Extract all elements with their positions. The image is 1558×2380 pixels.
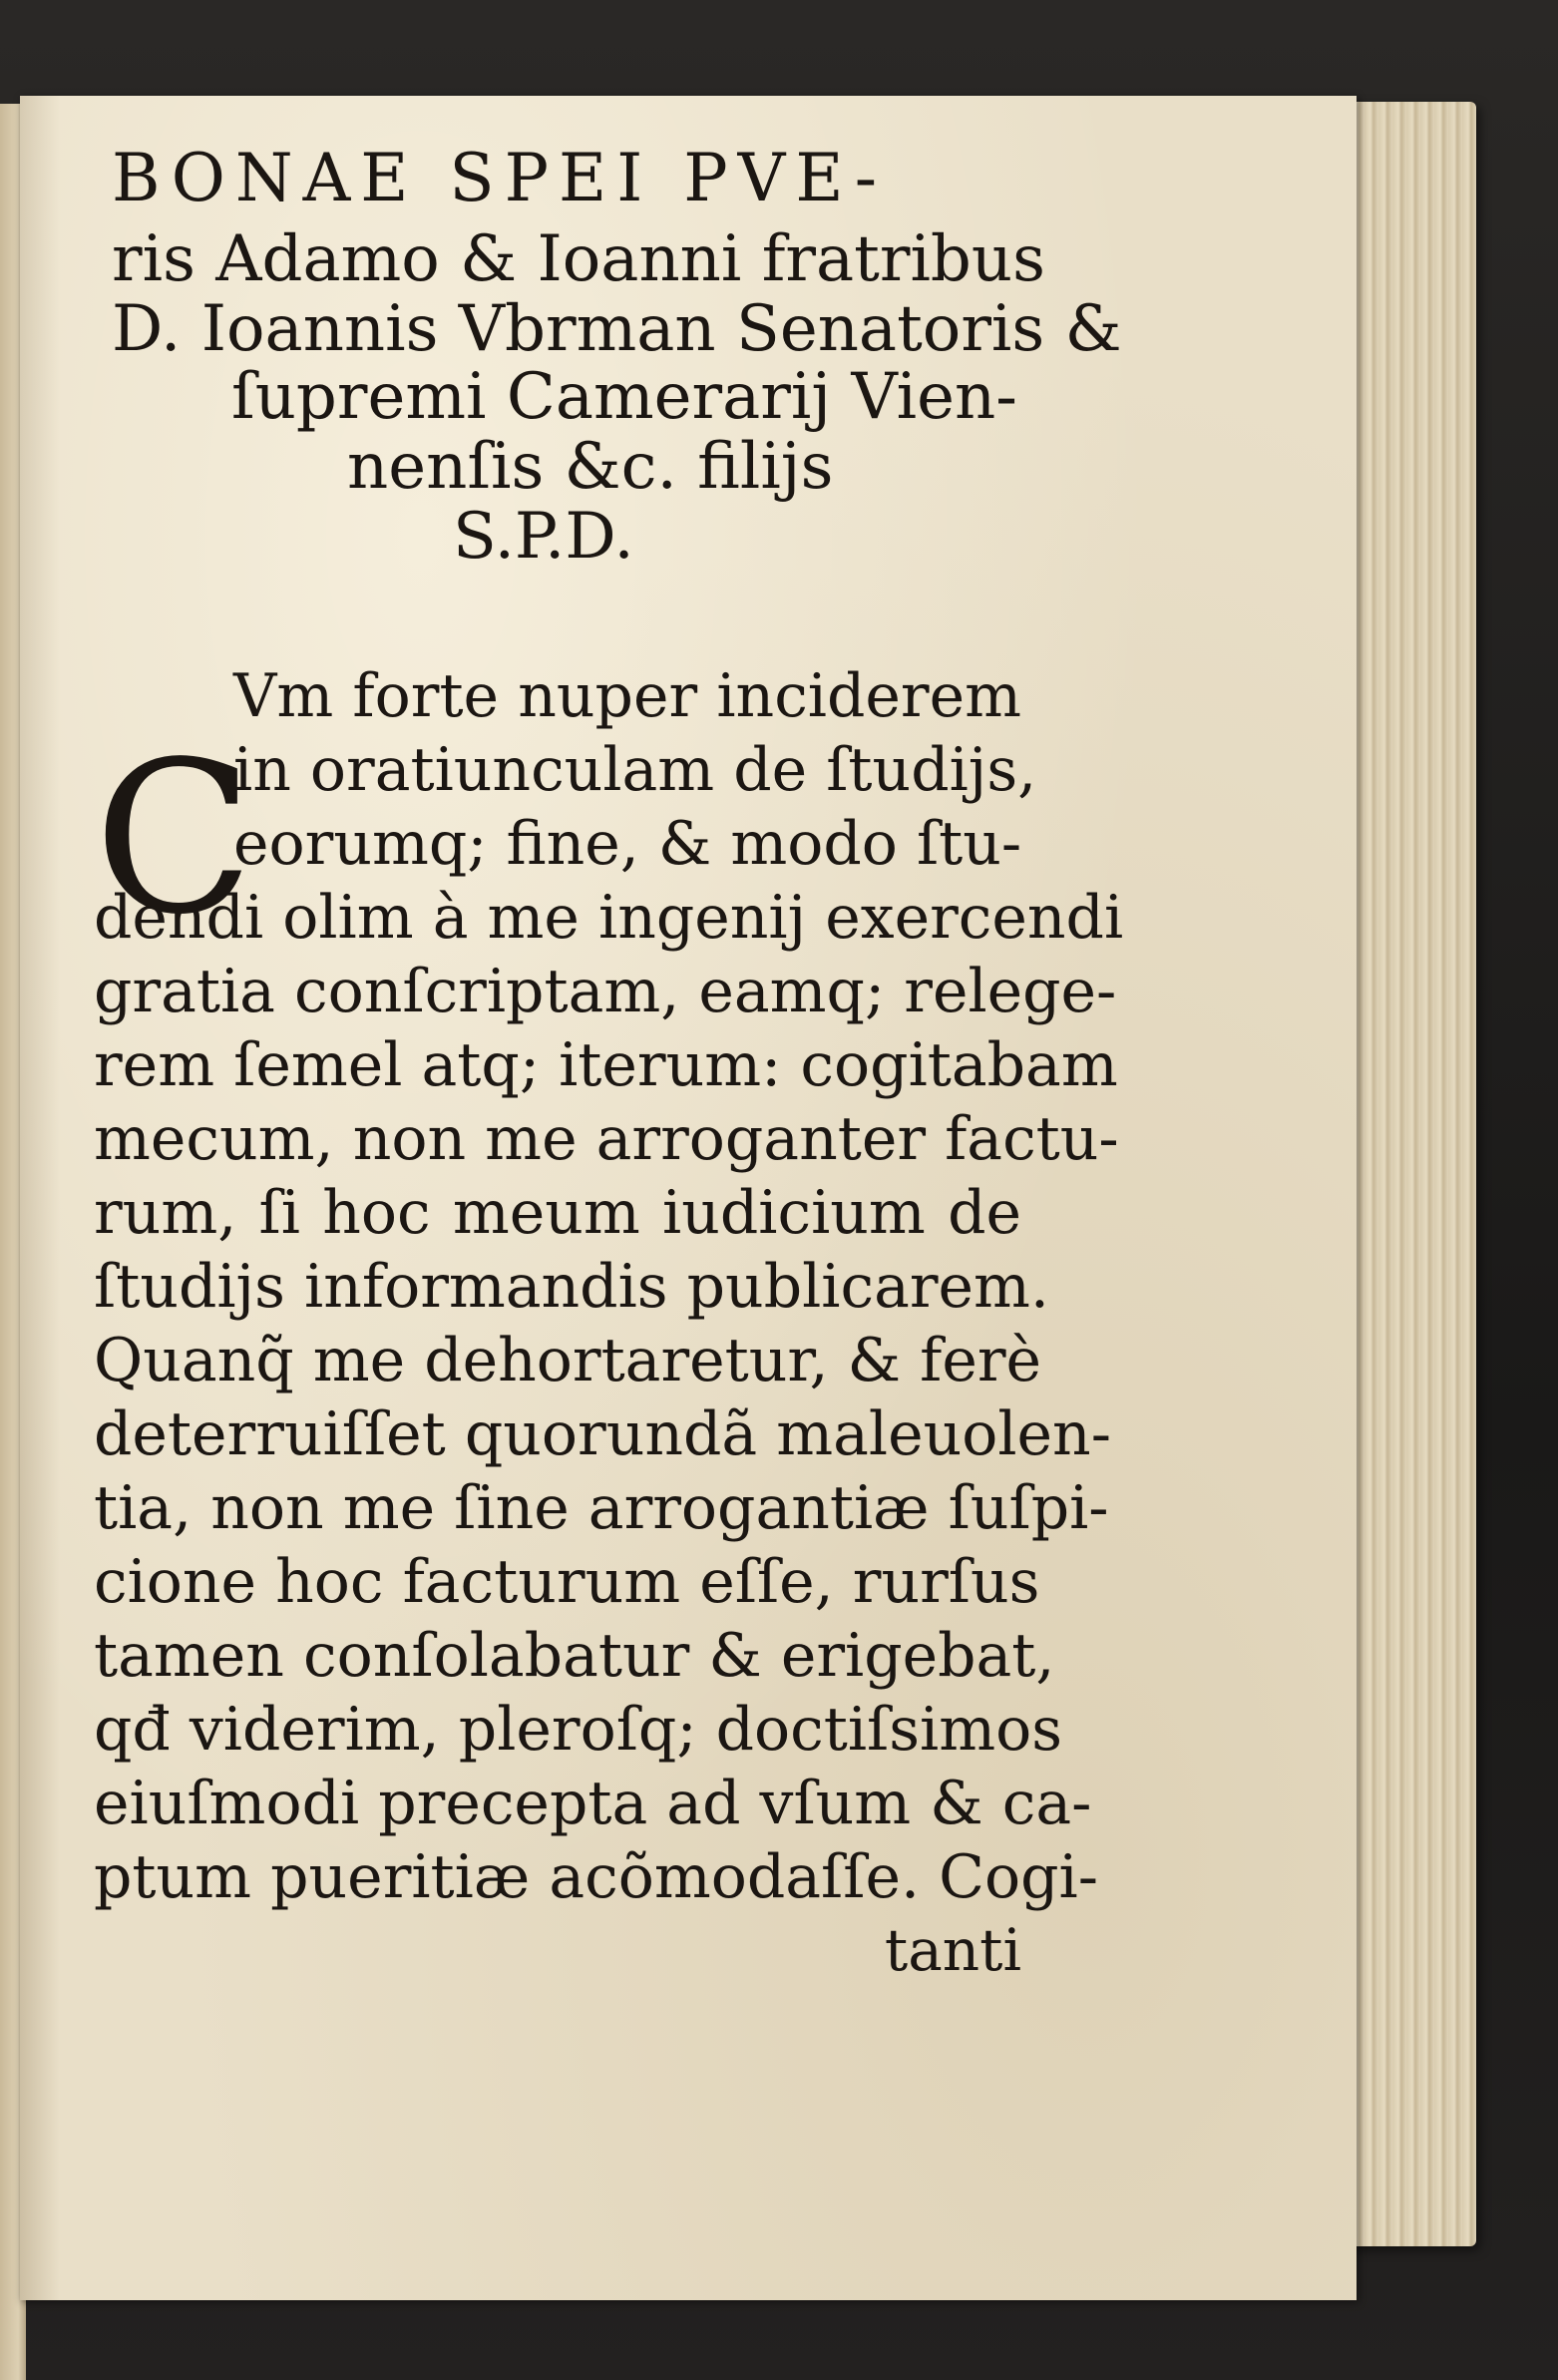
body-line: Vm forte nuper inciderem bbox=[233, 661, 1021, 731]
body-line: Quanq̃ me dehortaretur, & ferè bbox=[94, 1326, 1042, 1395]
body-line: eiuſmodi precepta ad vſum & ca- bbox=[94, 1769, 1092, 1838]
body-line: in oratiunculam de ſtudijs, bbox=[233, 735, 1037, 805]
body-line: deterruiſſet quorundã maleuolen- bbox=[94, 1399, 1111, 1469]
heading-line-5: nenſis &c. filijs bbox=[347, 430, 834, 504]
body-line: rum, ſi hoc meum iudicium de bbox=[94, 1178, 1021, 1248]
page-edges bbox=[1337, 102, 1476, 2246]
heading-line-2: ris Adamo & Ioanni fratribus bbox=[112, 222, 1045, 296]
heading-line-1: BONAE SPEI PVE- bbox=[112, 140, 888, 216]
catchword: tanti bbox=[884, 1916, 1021, 1984]
body-line: cione hoc facturum eſſe, rurſus bbox=[94, 1547, 1040, 1617]
body-line: tia, non me ſine arrogantiæ ſuſpi- bbox=[94, 1473, 1109, 1543]
body-line: rem ſemel atq; iterum: cogitabam bbox=[94, 1030, 1118, 1100]
body-line: ptum pueritiæ acõmodaſſe. Cogi- bbox=[94, 1842, 1098, 1912]
body-line: mecum, non me arroganter factu- bbox=[94, 1104, 1119, 1174]
body-line: eorumq; fine, & modo ſtu- bbox=[233, 809, 1022, 879]
drop-cap: C bbox=[94, 716, 254, 961]
salutation: S.P.D. bbox=[453, 500, 634, 574]
body-line: tamen conſolabatur & erigebat, bbox=[94, 1621, 1055, 1691]
body-line: dendi olim à me ingenij exercendi bbox=[94, 883, 1124, 953]
body-line: qđ viderim, pleroſq; doctiſsimos bbox=[94, 1695, 1063, 1765]
heading-line-4: ſupremi Camerarij Vien- bbox=[231, 360, 1017, 434]
book-page bbox=[20, 96, 1357, 2300]
body-line: ſtudijs informandis publicarem. bbox=[94, 1252, 1050, 1322]
heading-line-3: D. Ioannis Vbrman Senatoris & bbox=[112, 292, 1122, 366]
body-line: gratia conſcriptam, eamq; relege- bbox=[94, 957, 1117, 1026]
